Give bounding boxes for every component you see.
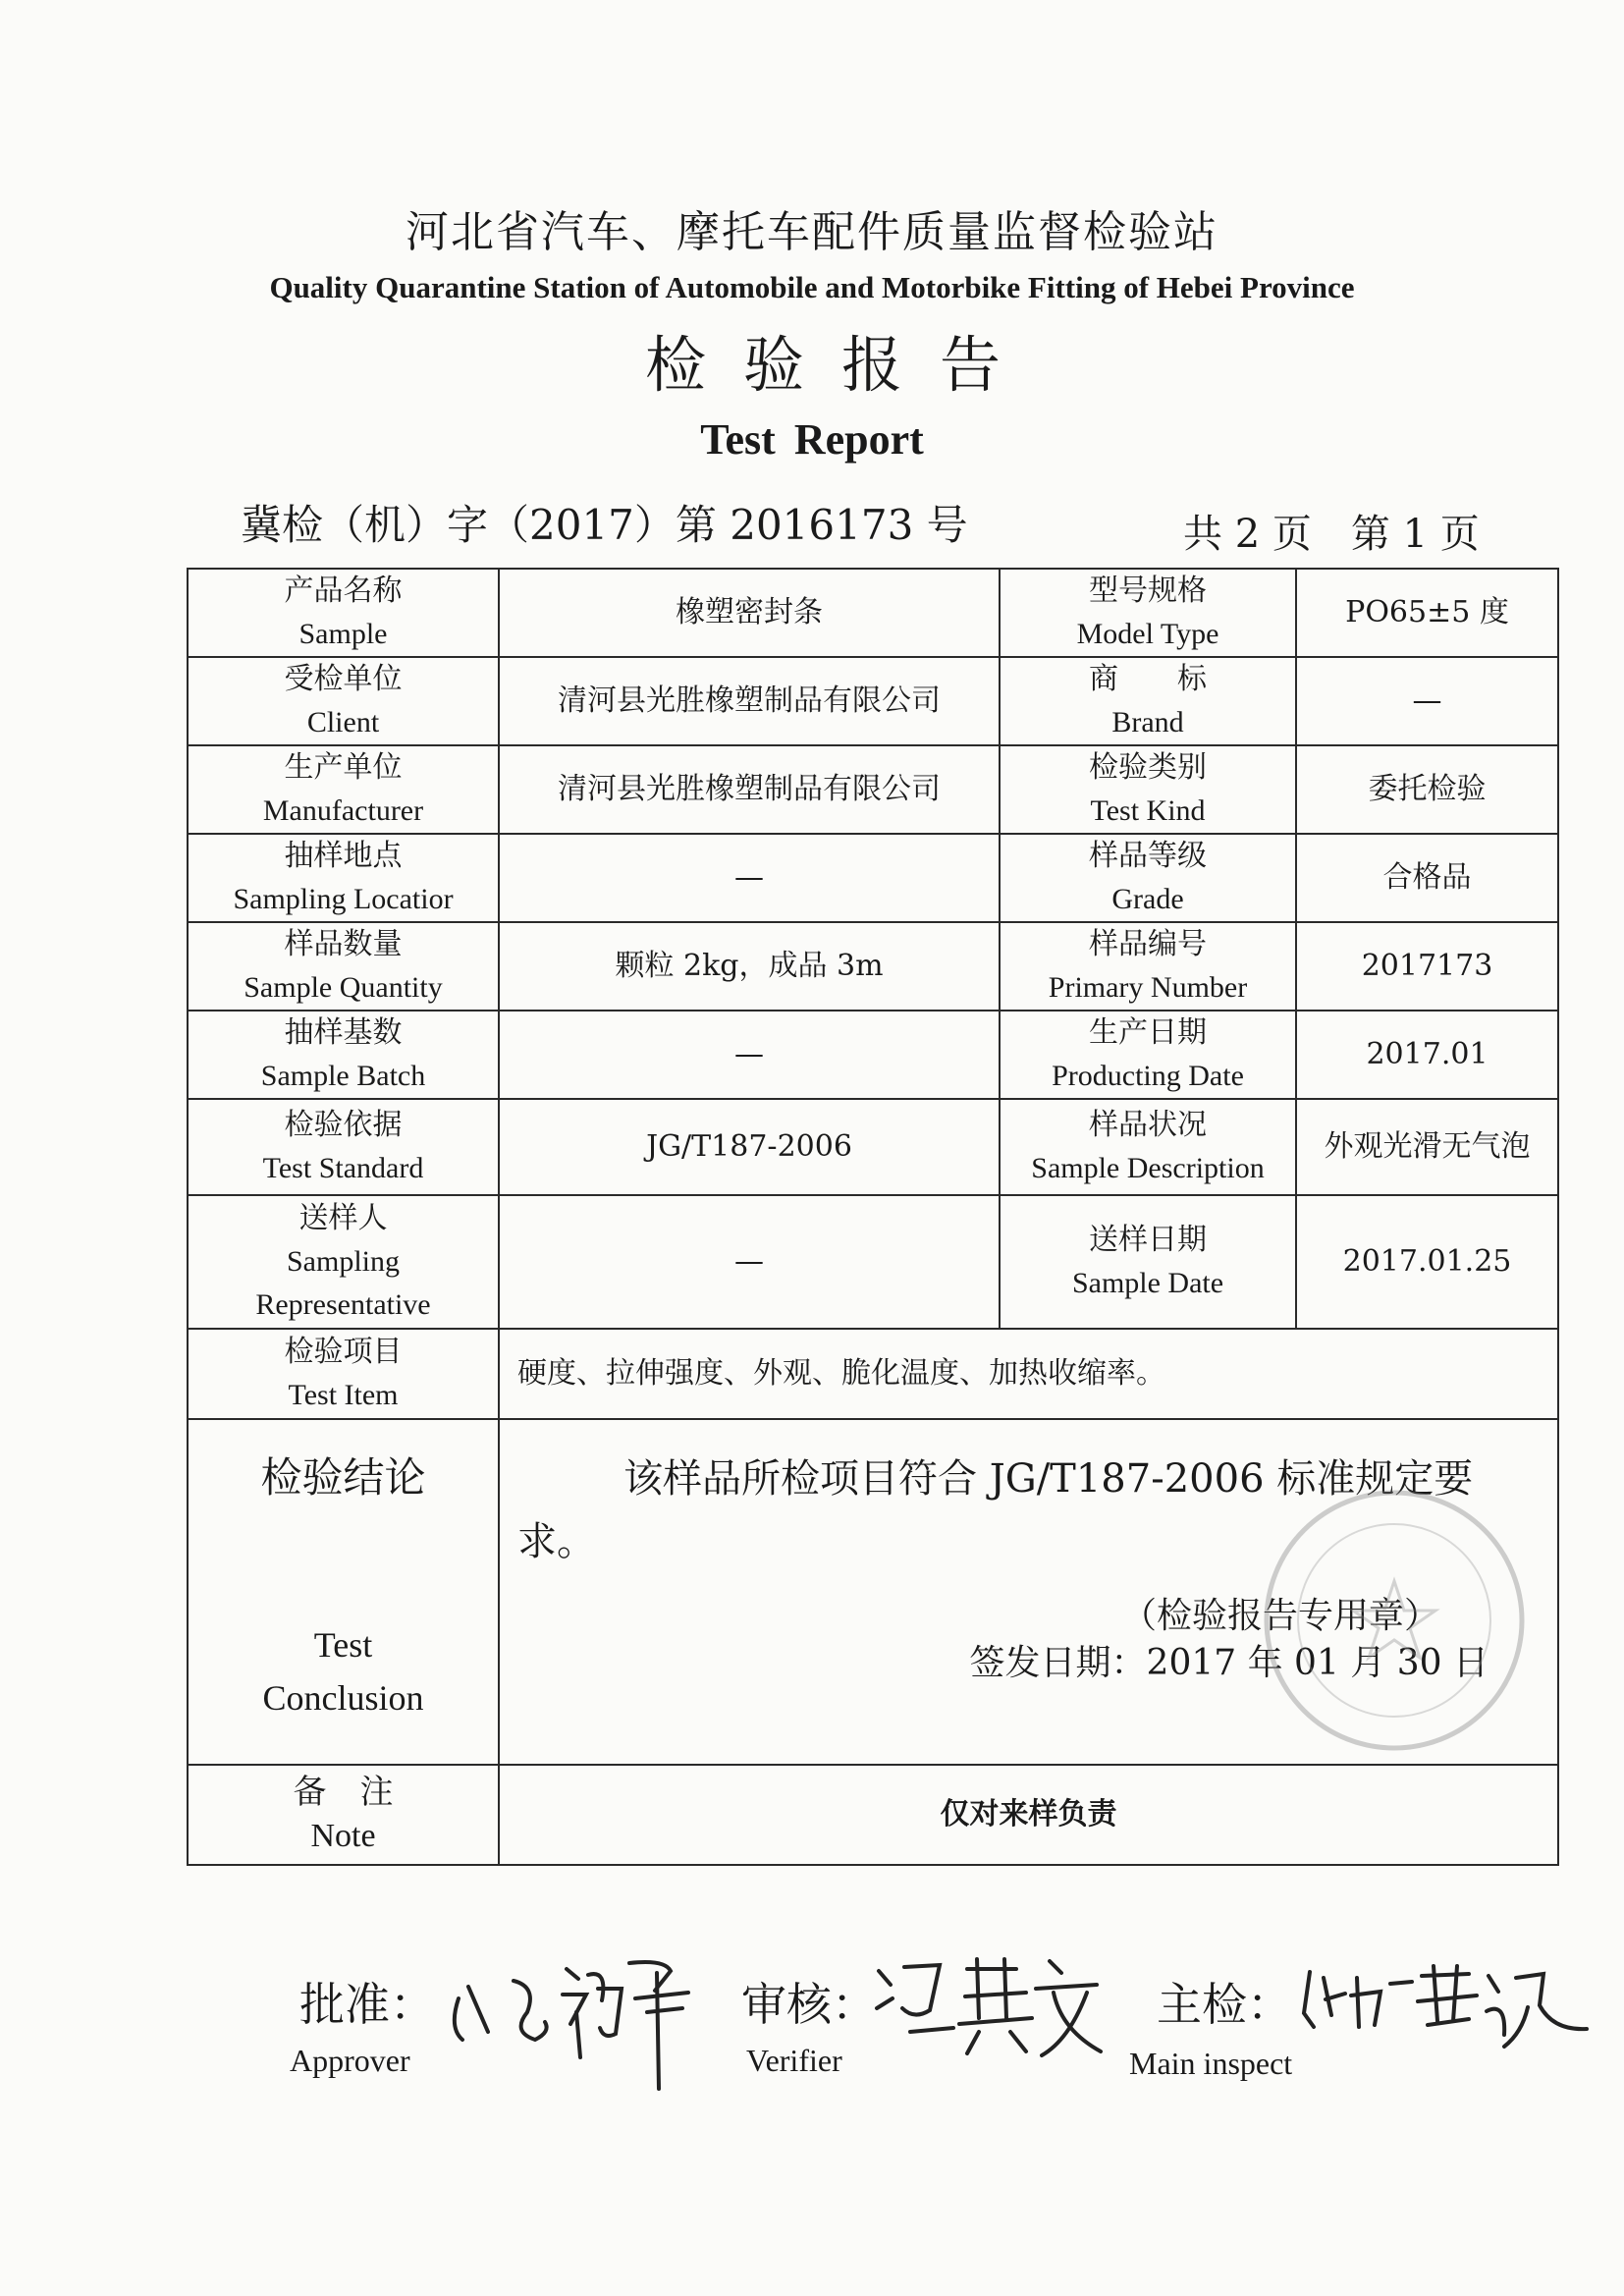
row-value: 2017173 — [1296, 922, 1558, 1011]
table-row — [188, 922, 1558, 1011]
row-value: 外观光滑无气泡 — [1296, 1099, 1558, 1195]
row-value: 2017.01 — [1296, 1011, 1558, 1099]
row-value: 清河县光胜橡塑制品有限公司 — [499, 657, 1000, 745]
approver-block — [290, 1969, 435, 2078]
note-value: 仅对来样负责 — [499, 1765, 1558, 1865]
verifier-block — [741, 1969, 877, 2078]
row-label: 型号规格 Model Type — [1000, 569, 1296, 657]
seal-note: （检验报告专用章） — [1120, 1596, 1439, 1636]
test-item-value: 硬度、拉伸强度、外观、脆化温度、加热收缩率。 — [499, 1329, 1558, 1419]
conclusion-label: 检验结论 Test Conclusion — [188, 1419, 499, 1765]
row-label: 生产单位 Manufacturer — [188, 745, 499, 834]
sample-date-value: 2017.01.25 — [1296, 1195, 1558, 1329]
row-value: — — [1296, 657, 1558, 745]
row-label: 产品名称 Sample — [188, 569, 499, 657]
note-label: 备 注 Note — [188, 1765, 499, 1865]
row-label: 检验依据 Test Standard — [188, 1099, 499, 1195]
table-row — [188, 1329, 1558, 1419]
report-title-en: Test Report — [700, 415, 924, 464]
row-label: 样品等级 Grade — [1000, 834, 1296, 922]
main-inspector-signature-icon — [1296, 1956, 1591, 2064]
row-value: 颗粒 2kg，成品 3m — [499, 922, 1000, 1011]
row-value: 橡塑密封条 — [499, 569, 1000, 657]
row-value: 清河县光胜橡塑制品有限公司 — [499, 745, 1000, 834]
issue-date: 签发日期：2017 年 01 月 30 日 — [969, 1643, 1489, 1683]
sender-value: — — [499, 1195, 1000, 1329]
row-label: 样品数量 Sample Quantity — [188, 922, 499, 1011]
report-title-cn: 检验报告 — [644, 329, 1038, 401]
verifier-signature-icon — [869, 1949, 1105, 2067]
verifier-label: 审核： — [741, 1978, 877, 2031]
conclusion-text-line-1: 该样品所检项目符合 JG/T187-2006 标准规定要 — [623, 1456, 1474, 1502]
approver-label: 批准： — [299, 1978, 435, 2031]
inspector-label-en: Main inspect — [1129, 2046, 1293, 2081]
verifier-label-en: Verifier — [746, 2043, 842, 2078]
conclusion-text-line-2: 求。 — [517, 1519, 596, 1564]
row-label: 商 标 Brand — [1000, 657, 1296, 745]
page-info: 共 2 页 第 1 页 — [1183, 512, 1480, 557]
table-row — [188, 1195, 1558, 1329]
row-label: 抽样地点 Sampling Locatior — [188, 834, 499, 922]
organization-name-en: Quality Quarantine Station of Automobile and Motorbike Fitting of Hebei Province — [269, 270, 1355, 304]
approver-label-en: Approver — [290, 2043, 410, 2078]
row-label: 抽样基数 Sample Batch — [188, 1011, 499, 1099]
test-item-label: 检验项目 Test Item — [188, 1329, 499, 1419]
row-value: PO65±5 度 — [1296, 569, 1558, 657]
sender-label: 送样人 Sampling Representative — [188, 1195, 499, 1329]
approver-signature-icon — [437, 1930, 731, 2097]
row-label: 样品编号 Primary Number — [1000, 922, 1296, 1011]
table-row — [188, 1765, 1558, 1865]
inspector-block — [1129, 1969, 1293, 2081]
table-row — [188, 1099, 1558, 1195]
row-value: JG/T187-2006 — [499, 1099, 1000, 1195]
row-label: 样品状况 Sample Description — [1000, 1099, 1296, 1195]
row-value: 委托检验 — [1296, 745, 1558, 834]
row-value: — — [499, 834, 1000, 922]
inspector-label: 主检： — [1157, 1978, 1292, 2031]
sample-date-label: 送样日期 Sample Date — [1000, 1195, 1296, 1329]
row-label: 检验类别 Test Kind — [1000, 745, 1296, 834]
row-label: 受检单位 Client — [188, 657, 499, 745]
table-row — [188, 657, 1558, 745]
inspection-seal-icon — [1247, 1473, 1542, 1768]
table-row — [188, 1011, 1558, 1099]
table-row — [188, 834, 1558, 922]
table-row — [188, 745, 1558, 834]
report-number: 冀检（机）字（2017）第 2016173 号 — [241, 501, 968, 549]
table-row — [188, 569, 1558, 657]
row-label: 生产日期 Producting Date — [1000, 1011, 1296, 1099]
row-value: 合格品 — [1296, 834, 1558, 922]
row-value: — — [499, 1011, 1000, 1099]
organization-name-cn: 河北省汽车、摩托车配件质量监督检验站 — [406, 207, 1218, 257]
